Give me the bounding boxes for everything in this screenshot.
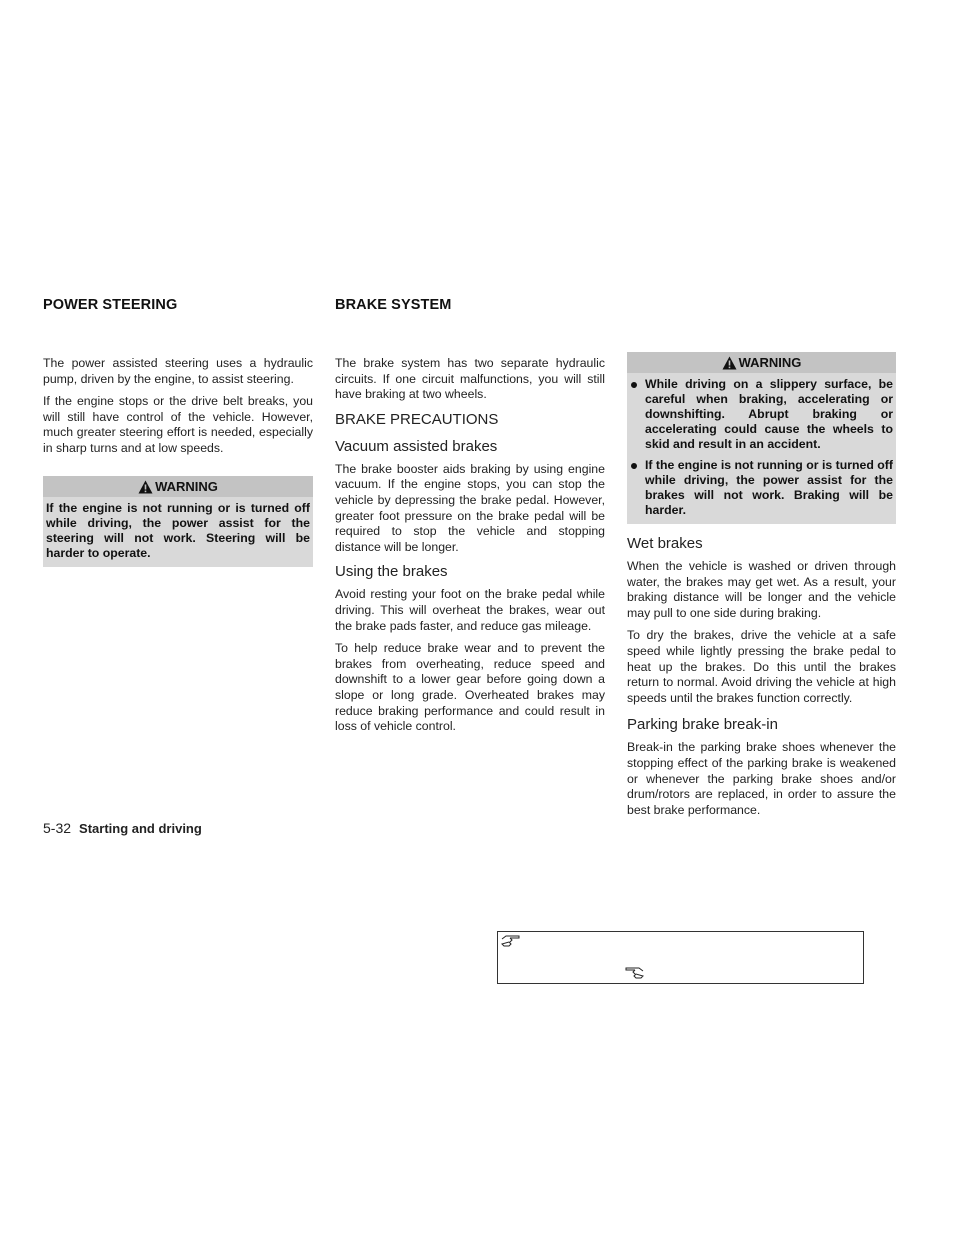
brake-warning-item: If the engine is not running or is turned off while driving, the power assist for the brakes will not work. Braking will be harder. bbox=[630, 458, 893, 518]
warning-title: WARNING bbox=[155, 478, 218, 494]
power-steering-column bbox=[43, 297, 313, 567]
section-title: Starting and driving bbox=[79, 821, 202, 836]
using-brakes-paragraph: Avoid resting your foot on the brake pedal while driving. This will overheat the brakes, wear out the brake pads faster, and reduce gas mileage. bbox=[335, 587, 605, 633]
navigation-box bbox=[497, 931, 864, 984]
parking-brake-text: Break-in the parking brake shoes whenever the stopping effect of the parking brake is weakened or whenever the parking brake shoes and/or drum/rotors are replaced, in order to assure the best brake performance. bbox=[627, 740, 896, 817]
brake-warning-box bbox=[627, 352, 896, 524]
power-steering-paragraph: If the engine stops or the drive belt breaks, you will still have control of the vehicle. However, much greater steering effort is needed, especially in sharp turns and at low speeds. bbox=[43, 394, 313, 455]
pointing-hand-icon[interactable] bbox=[501, 934, 521, 953]
bullet-icon bbox=[631, 463, 637, 469]
warning-triangle-icon bbox=[138, 480, 153, 494]
power-steering-warning-text: If the engine is not running or is turned off while driving, the power assist for the steering will not work. Steering will be harder to operate. bbox=[46, 500, 310, 560]
bullet-icon bbox=[631, 382, 637, 388]
brake-system-column bbox=[335, 297, 605, 742]
vacuum-brakes-text: The brake booster aids braking by using engine vacuum. If the engine stops, you can stop the vehicle by depressing the brake pedal. However, greater foot pressure on the brake pedal will be required to stop the vehicle and stopping distance will be longer. bbox=[335, 461, 605, 554]
power-steering-warning-box bbox=[43, 476, 313, 567]
warning-title: WARNING bbox=[738, 355, 802, 370]
warning-triangle-icon bbox=[722, 356, 737, 370]
parking-brake-heading: Parking brake break-in bbox=[627, 716, 778, 734]
brake-details-column bbox=[627, 352, 896, 825]
wet-brakes-paragraph: To dry the brakes, drive the vehicle at a safe speed while lightly pressing the brake pedal to heat up the brakes. Do this until the brakes return to normal. Avoid driving the vehicle at high speeds until the brakes function correctly. bbox=[627, 628, 896, 705]
power-steering-paragraph: The power assisted steering uses a hydraulic pump, driven by the engine, to assist steering. bbox=[43, 356, 313, 386]
vacuum-brakes-heading: Vacuum assisted brakes bbox=[335, 437, 498, 455]
power-steering-heading: POWER STEERING bbox=[43, 297, 178, 313]
brake-precautions-heading: BRAKE PRECAUTIONS bbox=[335, 410, 499, 428]
pointing-hand-icon[interactable] bbox=[624, 966, 644, 985]
brake-warning-item: While driving on a slippery surface, be careful when braking, accelerating or downshifting. Abrupt braking or accelerating could cause the wheels to skid and result in an accident. bbox=[630, 377, 893, 452]
brake-warning-list bbox=[627, 373, 896, 520]
using-brakes-paragraph: To help reduce brake wear and to prevent the brakes from overheating, reduce speed and downshift to a lower gear before going down a slope or long grade. Overheated brakes may reduce braking performance and could result in loss of vehicle control. bbox=[335, 641, 605, 734]
page-footer bbox=[43, 820, 202, 836]
brake-system-intro: The brake system has two separate hydraulic circuits. If one circuit malfunctions, you will still have braking at two wheels. bbox=[335, 356, 605, 402]
wet-brakes-heading: Wet brakes bbox=[627, 535, 703, 552]
wet-brakes-paragraph: When the vehicle is washed or driven through water, the brakes may get wet. As a result, your braking distance will be longer and the vehicle may pull to one side during braking. bbox=[627, 559, 896, 620]
page-number: 5-32 bbox=[43, 820, 72, 836]
using-brakes-heading: Using the brakes bbox=[335, 563, 448, 581]
brake-system-heading: BRAKE SYSTEM bbox=[335, 297, 452, 313]
